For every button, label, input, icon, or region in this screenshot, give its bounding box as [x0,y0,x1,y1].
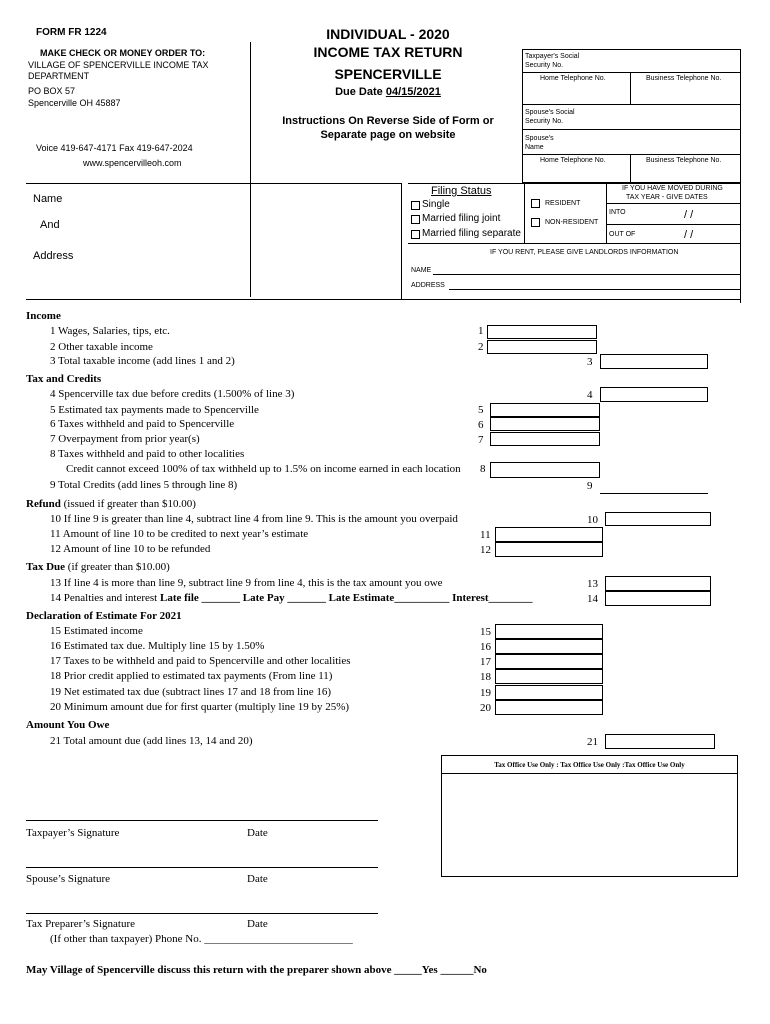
line-14-label: 14 Penalties and interest [50,592,158,604]
resident-checkbox[interactable] [531,199,540,208]
section-estimate: Declaration of Estimate For 2021 [26,610,182,622]
form-id: FORM FR 1224 [36,27,107,38]
form-title-2: INCOME TAX RETURN [313,44,463,60]
line-4-number: 4 [587,389,593,401]
line-19-label: 19 Net estimated tax due (subtract lines 17 and 18 from line 16) [50,686,332,698]
business-phone-label-2: Business Telephone No. [646,157,722,164]
line-17-number: 17 [480,656,491,668]
line-17-label: 17 Taxes to be withheld and paid to Spencerville and other localities [50,655,351,667]
line-15-label: 15 Estimated income [50,625,143,637]
payee-line2: DEPARTMENT [28,71,90,81]
line-7-number: 7 [478,434,484,446]
married-separate-label: Married filing separate [422,228,521,239]
section-amount-owe: Amount You Owe [26,719,110,731]
home-phone-label: Home Telephone No. [540,75,606,82]
spouse-date-label: Date [247,873,268,885]
form-title-1: INDIVIDUAL - 2020 [326,26,450,42]
line-14-row [50,592,533,604]
spouse-signature-label: Spouse’s Signature [26,873,111,885]
home-phone-label-2: Home Telephone No. [540,157,606,164]
line-20-label: 20 Minimum amount due for first quarter (multiply line 19 by 25%) [50,701,350,713]
line-4-input[interactable] [600,387,708,402]
name-label: Name [33,193,63,205]
line-6-number: 6 [478,419,484,431]
due-date-label: Due Date [335,86,383,98]
out-of-date-slashes[interactable]: / / [684,229,694,241]
business-phone-label: Business Telephone No. [646,75,722,82]
line-10-input[interactable] [605,512,711,526]
line-20-number: 20 [480,702,491,714]
section-tax-credits: Tax and Credits [26,373,102,385]
form-title-3: SPENCERVILLE [334,66,442,82]
spouse-name-label-1: Spouse's [525,135,554,142]
line-7-input[interactable] [490,432,600,446]
landlord-name-field[interactable] [433,274,740,275]
line-3-number: 3 [587,356,593,368]
line-2-number: 2 [478,341,484,353]
out-of-label: OUT OF [609,231,636,238]
pay-to-heading: MAKE CHECK OR MONEY ORDER TO: [40,48,206,58]
line-1-input[interactable] [487,325,597,339]
taxpayer-ssn-label-2: Security No. [525,62,564,69]
address-label: Address [33,250,74,262]
line-19-number: 19 [480,687,491,699]
payee-line1: VILLAGE OF SPENCERVILLE INCOME TAX [28,60,209,70]
tax-due-heading: Tax Due [26,561,66,573]
line-12-input[interactable] [495,542,603,557]
line-12-label: 12 Amount of line 10 to be refunded [50,543,211,555]
due-date-value: 04/15/2021 [385,86,441,98]
line-16-label: 16 Estimated tax due. Multiply line 15 by 1.50% [50,640,265,652]
line-18-number: 18 [480,671,491,683]
line-16-input[interactable] [495,639,603,654]
late-estimate-field[interactable]: Late Estimate__________ [328,592,450,604]
line-5-number: 5 [478,404,484,416]
line-2-input[interactable] [487,340,597,354]
instructions-1: Instructions On Reverse Side of Form or [282,115,494,127]
landlord-address-field[interactable] [449,289,740,290]
spouse-signature-line[interactable] [26,867,378,868]
website: www.spencervilleoh.com [83,158,182,168]
married-joint-label: Married filing joint [422,213,501,224]
section-tax-due [26,561,170,573]
line-5-input[interactable] [490,403,600,417]
line-18-label: 18 Prior credit applied to estimated tax payments (From line 11) [50,670,333,682]
discuss-question[interactable]: May Village of Spencerville discuss this return with the preparer shown above _____Yes ______No [26,964,487,976]
line-1-label: 1 Wages, Salaries, tips, etc. [50,325,170,337]
preparer-signature-line[interactable] [26,913,378,914]
payee-address2: Spencerville OH 45887 [28,98,121,108]
line-7-label: 7 Overpayment from prior year(s) [50,433,200,445]
phone-fax: Voice 419-647-4171 Fax 419-647-2024 [36,143,193,153]
line-9-number: 9 [587,480,593,492]
line-11-label: 11 Amount of line 10 to be credited to next year’s estimate [50,528,309,540]
line-6-input[interactable] [490,417,600,431]
resident-label: RESIDENT [545,200,581,207]
line-3-label: 3 Total taxable income (add lines 1 and 2) [50,355,235,367]
line-8-input[interactable] [490,462,600,478]
spouse-name-label-2: Name [525,144,544,151]
landlord-address-label: ADDRESS [411,282,445,289]
line-11-input[interactable] [495,527,603,542]
line-5-label: 5 Estimated tax payments made to Spencerville [50,404,259,416]
spouse-ssn-label-2: Security No. [525,118,564,125]
line-13-input[interactable] [605,576,711,591]
filing-status-title: Filing Status [431,185,492,197]
line-13-label: 13 If line 4 is more than line 9, subtract line 9 from line 4, this is the tax amount you owe [50,577,443,589]
into-date-slashes[interactable]: / / [684,209,694,221]
rent-note: IF YOU RENT, PLEASE GIVE LANDLORDS INFORMATION [490,249,679,256]
line-1-number: 1 [478,325,484,337]
office-use-area [441,774,738,877]
line-10-label: 10 If line 9 is greater than line 4, subtract line 4 from line 9. This is the amount you overpaid [50,513,458,525]
line-14-input[interactable] [605,591,711,606]
line-9-label: 9 Total Credits (add lines 5 through line 8) [50,479,238,491]
taxpayer-ssn-label-1: Taxpayer's Social [525,53,580,60]
taxpayer-signature-label: Taxpayer’s Signature [26,827,120,839]
nonresident-checkbox[interactable] [531,218,540,227]
refund-heading: Refund [26,498,61,510]
payee-address1: PO BOX 57 [28,86,76,96]
line-6-label: 6 Taxes withheld and paid to Spencerville [50,418,235,430]
single-label: Single [422,199,450,210]
line-15-input[interactable] [495,624,603,639]
line-4-label: 4 Spencerville tax due before credits (1.500% of line 3) [50,388,295,400]
line-8-label: 8 Taxes withheld and paid to other localities [50,448,245,460]
line-18-input[interactable] [495,669,603,684]
taxpayer-date-label: Date [247,827,268,839]
and-label: And [40,219,60,231]
section-income: Income [26,310,61,322]
line-20-input[interactable] [495,700,603,715]
nonresident-label: NON-RESIDENT [545,219,599,226]
line-15-number: 15 [480,626,491,638]
preparer-signature-label: Tax Preparer’s Signature [26,918,135,930]
preparer-phone[interactable]: (If other than taxpayer) Phone No. ___________________________ [50,933,353,945]
line-21-label: 21 Total amount due (add lines 13, 14 and 20) [50,735,253,747]
line-21-number: 21 [587,736,598,748]
line-19-input[interactable] [495,685,603,700]
due-date [258,86,518,98]
refund-note: (issued if greater than $10.00) [63,498,196,510]
late-file-field[interactable]: Late file _______ [159,592,241,604]
line-10-number: 10 [587,514,598,526]
preparer-date-label: Date [247,918,268,930]
line-2-label: 2 Other taxable income [50,341,153,353]
tax-due-note: (if greater than $10.00) [67,561,170,573]
instructions-2: Separate page on website [320,129,456,141]
line-3-input[interactable] [600,354,708,369]
into-label: INTO [609,209,626,216]
line-8-number: 8 [480,463,486,475]
line-16-number: 16 [480,641,491,653]
line-8-note: Credit cannot exceed 100% of tax withheld up to 1.5% on income earned in each location [66,463,461,475]
spouse-ssn-label-1: Spouse's Social [525,109,575,116]
line-17-input[interactable] [495,654,603,669]
moved-note-1: IF YOU HAVE MOVED DURING [622,185,723,192]
office-use-header: Tax Office Use Only : Tax Office Use Only :Tax Office Use Only [494,761,685,769]
section-refund [26,498,196,510]
line-14-number: 14 [587,593,598,605]
moved-note-2: TAX YEAR - GIVE DATES [626,194,708,201]
line-12-number: 12 [480,544,491,556]
landlord-name-label: NAME [411,267,432,274]
late-pay-field[interactable]: Late Pay _______ [242,592,326,604]
line-21-input[interactable] [605,734,715,749]
line-9-input[interactable] [600,479,708,494]
line-11-number: 11 [480,529,491,541]
taxpayer-signature-line[interactable] [26,820,378,821]
interest-field[interactable]: Interest________ [452,592,533,604]
line-13-number: 13 [587,578,598,590]
